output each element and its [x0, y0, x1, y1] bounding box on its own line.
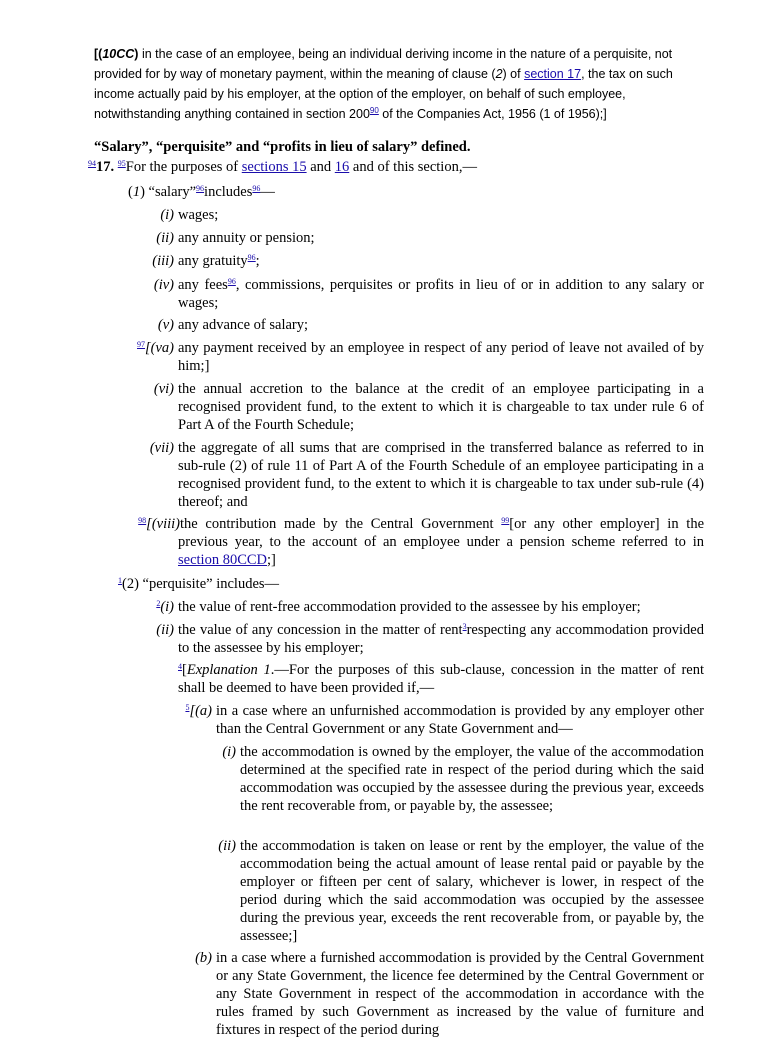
- footnote-90-link[interactable]: 90: [369, 106, 379, 115]
- clause-10cc-marker: [(10CC): [94, 47, 139, 61]
- perquisite-definition: $^1$(2) “perquisite” includes—: [118, 576, 280, 592]
- clause-10cc-paragraph: [(10CC) in the case of an employee, being an individual deriving income in the nature of a perquisite, not provided for by way of monetary payment, within the meaning of clause (2) of section 17, the tax on such income actually paid by his employer, at the option of the employer, on behalf of such employee, notwithstanding anything contained in section $200^{90}$ of the Companies Act, 1956 (1 of 1956);]: [94, 47, 673, 121]
- footnote-94-link[interactable]: 94: [88, 159, 96, 168]
- section-17-intro: $^{94}$17. $^{95}$For the purposes of sections 15 and 16 and of this section,—: [88, 159, 477, 175]
- sections-15-link[interactable]: sections 15: [241, 159, 307, 175]
- section-16-link[interactable]: 16: [334, 159, 350, 175]
- footnote-96-link[interactable]: 96: [227, 277, 236, 286]
- footnote-1-link[interactable]: 1: [118, 576, 122, 585]
- footnote-96-link[interactable]: 96: [247, 253, 256, 262]
- footnote-96-link[interactable]: 96: [252, 184, 261, 193]
- footnote-2-link[interactable]: 2: [156, 599, 161, 608]
- section-80ccd-link[interactable]: section 80CCD: [178, 552, 268, 568]
- footnote-98-link[interactable]: 98: [138, 516, 147, 525]
- document-page: [(10CC) in the case of an employee, being an individual deriving income in the nature of a perquisite, not provided for by way of monetary payment, within the meaning of clause (2) of section 17, the tax on such income actually paid by his employer, at the option of the employer, on behalf of such employee, notwithstanding anything contained in section $200^{90}$ of the Companies Act, 1956 (1 of 1956);] “Salary”, “perquisite” and “profits in lieu of salary” defined. $^{94}$17. $^{95}$For the purposes of sections 15 and 16 and of this section,— (1) “salary”$^{96}$includes$^{96}$— (i) wages; (ii) any annuity or pension; (iii) any gratuity$^{96}$; (iv) any fees$^{96}$, commissions, perquisites or profits in lieu of or in addition to any salary or wages; (v) any advance of salary; $^{97}$[(va) any payment received by an employee in respect of any period of leave not availed of by him;] (vi) the annual accretion to the balance at the credit of an employee participating in a recognised provident fund, to the extent to which it is chargeable to tax under rule 6 of Part A of the Fourth Schedule; (vii) the aggregate of all sums that are comprised in the transferred balance as referred to in sub-rule (2) of rule 11 of Part A of the Fourth Schedule of an employee participating in a recognised provident fund, to the extent to which it is chargeable to tax under sub-rule (4) thereof; and $^{98}$[(viii) the contribution made by the Central Government $^{99}$[or any other employer] in the previous year, to the account of an employee under a pension scheme referred to in section 80CCD;] $^1$(2) “perquisite” includes— $^2$(i) the value of rent-free accommodation provided to the assessee by his employer; (ii) the value of any concession in the matter of rent$^3$respecting any accommodation provided to the assessee by his employer; $^4$[Explanation 1.—For the purposes of this sub-clause, concession in the matter of rent shall be deemed to have been provided if,— $^5$[(a) in a case where an unfurnished accommodation is provided by any employer other than the Central Government or any State Government and— (i) the accommodation is owned by the employer, the value of the accommodation determined at the specified rate in respect of the period during which the said accommodation was occupied by the assessee during the previous year, exceeds the rent recoverable from, or payable by, the assessee; (ii) the accommodation is taken on lease or rent by the employer, the value of the accommodation being the actual amount of lease rental paid or payable by the employer or fifteen per cent of salary, whichever is lower, in respect of the period during which the said accommodation was occupied by the assessee during the previous year, exceeds the rent recoverable from, or payable by, the assessee;] (b) in a case where a furnished accommodation is provided by the Central Government or any State Government, the licence fee determined by the Central Government or any State Government in respect of the accommodation in accordance with the rules framed by such Government as increased by the value of furniture and fixtures in respect of the period during: [0, 0, 768, 1024]
- salary-definition: (1) “salary”$^{96}$includes$^{96}$—: [128, 184, 275, 200]
- footnote-96-link[interactable]: 96: [196, 184, 205, 193]
- footnote-5-link[interactable]: 5: [185, 703, 190, 712]
- footnote-95-link[interactable]: 95: [117, 159, 126, 168]
- footnote-99-link[interactable]: 99: [501, 516, 510, 525]
- section-17-link[interactable]: section 17: [524, 67, 582, 81]
- section-heading: “Salary”, “perquisite” and “profits in lieu of salary” defined.: [94, 139, 471, 155]
- footnote-4-link[interactable]: 4: [178, 662, 182, 671]
- footnote-97-link[interactable]: 97: [137, 340, 145, 349]
- footnote-3-link[interactable]: 3: [462, 622, 467, 631]
- section-number: 17.: [96, 159, 115, 175]
- explanation-1: $^4$[Explanation 1.—For the purposes of this sub-clause, concession in the matter of rent shall be deemed to have been provided if,—: [178, 662, 704, 696]
